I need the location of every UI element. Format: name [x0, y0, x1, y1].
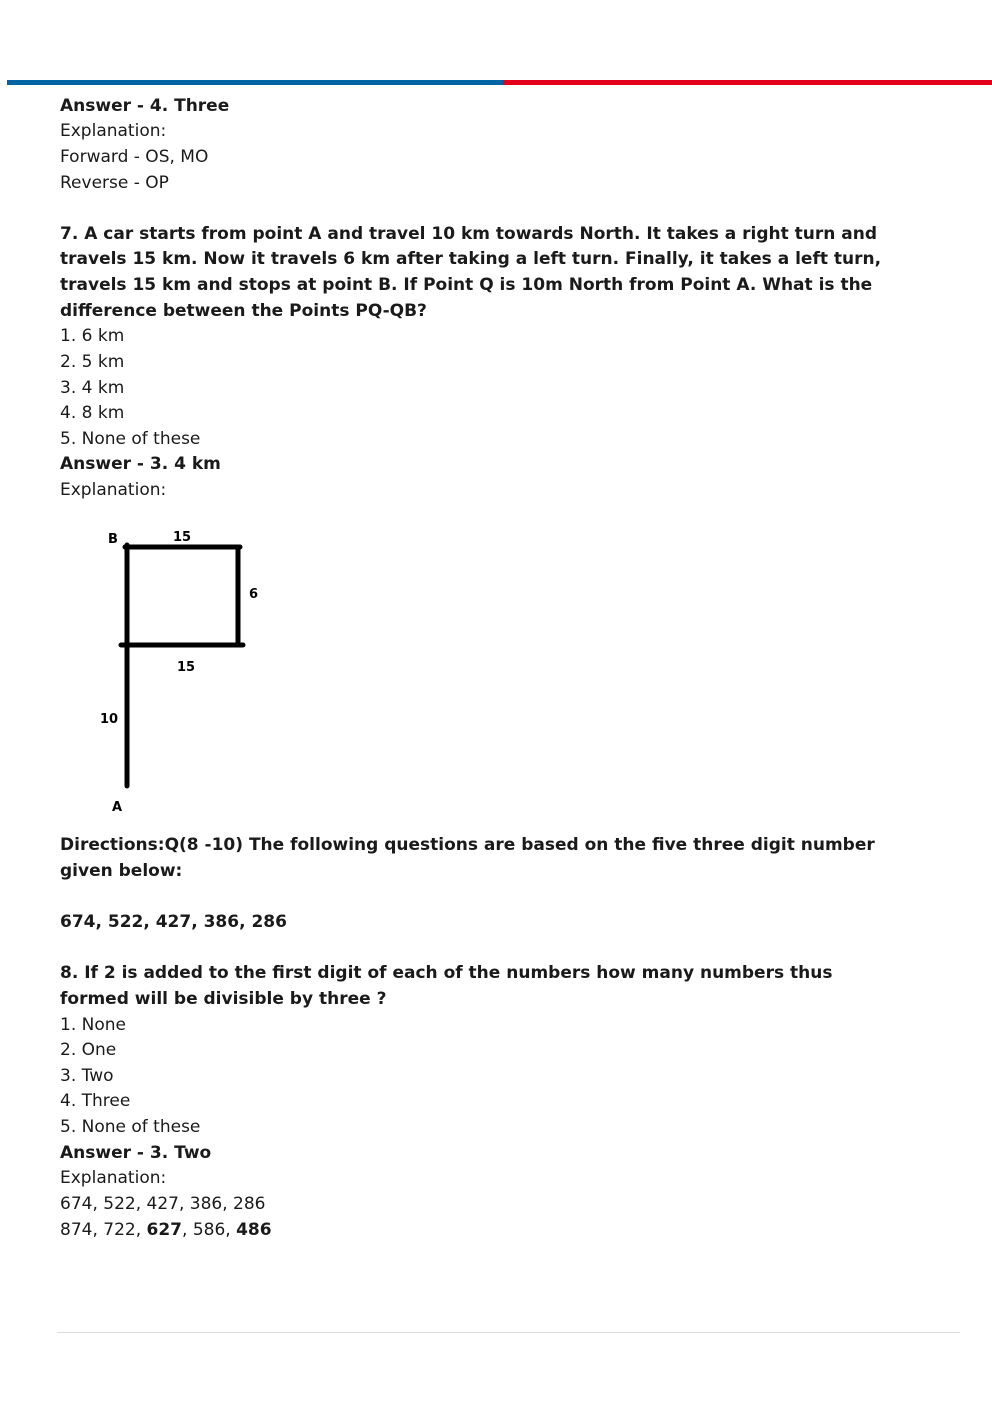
q7-question-line: difference between the Points PQ-QB?	[60, 301, 427, 321]
highlight: 627	[146, 1220, 183, 1240]
label-middle: 15	[177, 660, 196, 675]
label-left: 10	[100, 712, 119, 727]
q7-question-line: travels 15 km and stops at point B. If Point Q is 10m North from Point A. What is the	[60, 275, 873, 295]
label-right: 6	[249, 587, 259, 602]
footer-divider	[57, 1332, 960, 1333]
label-top: 15	[173, 530, 192, 545]
q7-explanation-label: Explanation:	[60, 480, 167, 500]
q8-option: 1. None	[60, 1015, 126, 1035]
directions-line: Directions:Q(8 -10) The following questions are based on the five three digit number	[60, 835, 875, 855]
q8-option: 4. Three	[60, 1091, 131, 1111]
q8-option: 2. One	[60, 1040, 117, 1060]
q7-question-line: travels 15 km. Now it travels 6 km after taking a left turn. Finally, it takes a left turn,	[60, 249, 882, 269]
directions-numbers: 674, 522, 427, 386, 286	[60, 912, 287, 932]
highlight: 486	[236, 1220, 272, 1240]
q8-explanation-label: Explanation:	[60, 1168, 167, 1188]
q7-option: 3. 4 km	[60, 378, 125, 398]
q7-option: 2. 5 km	[60, 352, 125, 372]
q7-answer: Answer - 3. 4 km	[60, 454, 221, 474]
q8-explanation-line: 674, 522, 427, 386, 286	[60, 1194, 266, 1214]
q8-explanation-line	[60, 1220, 272, 1240]
q8-answer: Answer - 3. Two	[60, 1143, 212, 1163]
q8-question-line: 8. If 2 is added to the first digit of each of the numbers how many numbers thus	[60, 963, 833, 983]
text: 874, 722,	[60, 1220, 147, 1240]
directions-line: given below:	[60, 861, 183, 881]
q8-option: 5. None of these	[60, 1117, 201, 1137]
prev-explanation-line: Reverse - OP	[60, 173, 169, 193]
prev-answer: Answer - 4. Three	[60, 96, 230, 116]
label-b: B	[108, 532, 118, 547]
text: , 586,	[182, 1220, 237, 1240]
q7-option: 4. 8 km	[60, 403, 125, 423]
prev-explanation-line: Forward - OS, MO	[60, 147, 209, 167]
q8-option: 3. Two	[60, 1066, 114, 1086]
prev-explanation-label: Explanation:	[60, 121, 167, 141]
q7-question-line: 7. A car starts from point A and travel 10 km towards North. It takes a right turn and	[60, 224, 878, 244]
q8-question-line: formed will be divisible by three ?	[60, 989, 387, 1009]
q7-option: 1. 6 km	[60, 326, 125, 346]
label-a: A	[112, 800, 123, 815]
header-bar-red	[503, 80, 992, 85]
route-diagram	[0, 0, 300, 830]
q7-option: 5. None of these	[60, 429, 201, 449]
